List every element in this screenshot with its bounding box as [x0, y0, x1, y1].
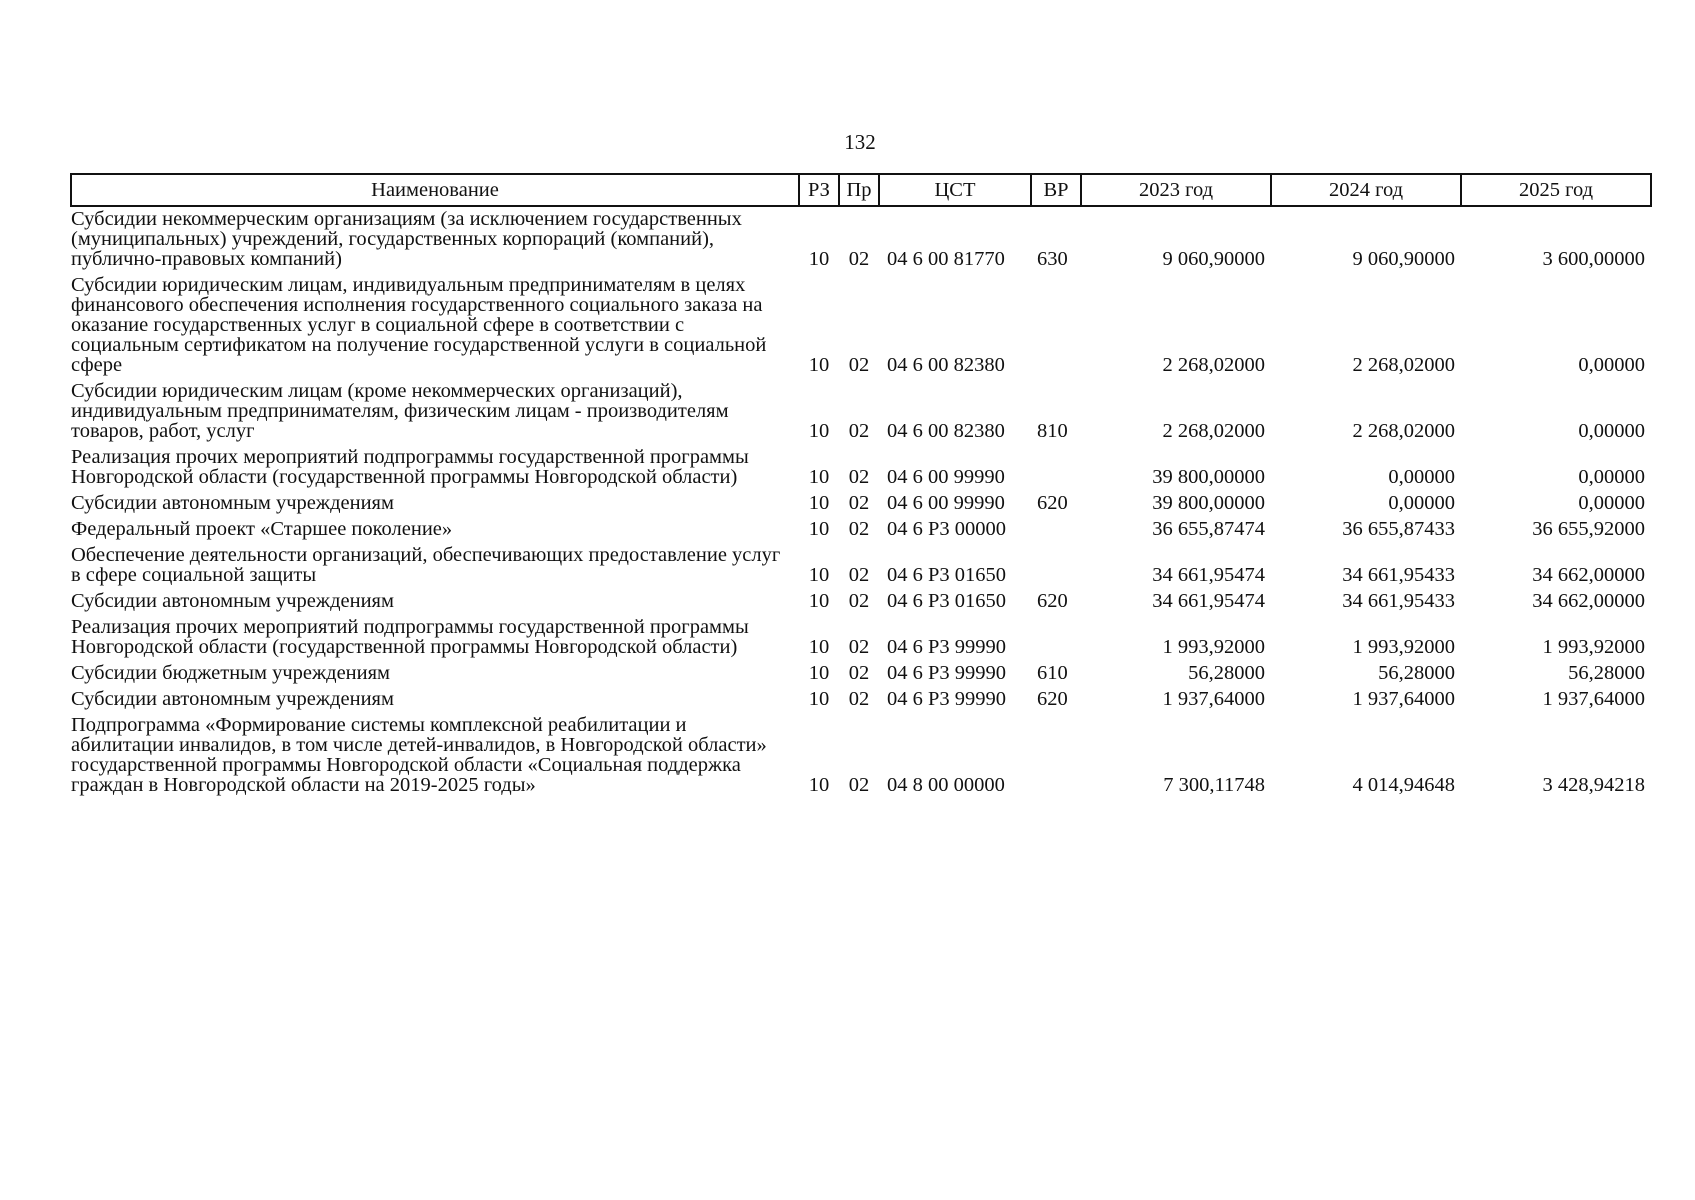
table-row: [71, 445, 1651, 491]
table-row: [71, 687, 1651, 713]
cell-pr: 02: [848, 662, 870, 684]
header-2025: 2025 год: [1461, 174, 1651, 206]
cell-pr: 02: [848, 492, 870, 514]
cell-2025: 3 600,00000: [1542, 248, 1645, 270]
cell-pr: 02: [848, 420, 870, 442]
cell-2024: 2 268,02000: [1352, 420, 1455, 442]
table-header-row: [71, 174, 1651, 206]
cell-cst: 04 6 00 81770: [887, 248, 1005, 270]
cell-vr: [1031, 273, 1081, 379]
table-row: [71, 517, 1651, 543]
cell-2025: 36 655,92000: [1532, 518, 1645, 540]
header-pr: Пр: [839, 174, 879, 206]
cell-2025: 0,00000: [1578, 420, 1645, 442]
cell-2023: 39 800,00000: [1152, 492, 1265, 514]
cell-vr: [1031, 615, 1081, 661]
cell-name: Субсидии юридическим лицам, индивидуальным предпринимателям в целях финансового обеспечения исполнения государственного социального заказа на оказание государственных услуг в социальной сфере в соответствии с социальным сертификатом на получение государственной услуги в социальной сфере: [71, 274, 767, 376]
cell-rz: 10: [808, 466, 830, 488]
table-row: [71, 713, 1651, 799]
cell-2025: 0,00000: [1578, 354, 1645, 376]
header-vr: ВР: [1031, 174, 1081, 206]
table-row: [71, 615, 1651, 661]
cell-vr: 610: [1037, 662, 1068, 684]
cell-name: Обеспечение деятельности организаций, обеспечивающих предоставление услуг в сфере социальной защиты: [71, 544, 781, 586]
cell-2025: 34 662,00000: [1532, 590, 1645, 612]
header-cst: ЦСТ: [879, 174, 1031, 206]
cell-cst: 04 6 00 82380: [887, 420, 1005, 442]
table-body: [71, 206, 1651, 799]
cell-cst: 04 8 00 00000: [887, 774, 1005, 796]
cell-cst: 04 6 00 82380: [887, 354, 1005, 376]
cell-cst: 04 6 00 99990: [887, 466, 1005, 488]
cell-name: Субсидии юридическим лицам (кроме некоммерческих организаций), индивидуальным предпринимателям, физическим лицам - производителям товаров, работ, услуг: [71, 380, 729, 442]
cell-2023: 1 937,64000: [1162, 688, 1265, 710]
cell-2025: 3 428,94218: [1542, 774, 1645, 796]
cell-cst: 04 6 Р3 99990: [887, 636, 1007, 658]
cell-vr: 630: [1037, 248, 1068, 270]
cell-name: Подпрограмма «Формирование системы комплексной реабилитации и абилитации инвалидов, в том числе детей-инвалидов, в Новгородской области» государственной программы Новгородской области «Социальная поддержка граждан в Новгородской области на 2019-2025 годы»: [71, 714, 767, 796]
cell-2025: 0,00000: [1578, 492, 1645, 514]
cell-pr: 02: [848, 518, 870, 540]
cell-2025: 1 993,92000: [1542, 636, 1645, 658]
cell-cst: 04 6 Р3 99990: [887, 662, 1007, 684]
cell-2025: 56,28000: [1568, 662, 1645, 684]
cell-pr: 02: [848, 590, 870, 612]
cell-2023: 2 268,02000: [1162, 420, 1265, 442]
cell-2024: 1 937,64000: [1352, 688, 1455, 710]
cell-pr: 02: [848, 564, 870, 586]
cell-2023: 34 661,95474: [1152, 564, 1265, 586]
cell-name: Реализация прочих мероприятий подпрограммы государственной программы Новгородской области (государственной программы Новгородской области): [71, 446, 749, 488]
cell-cst: 04 6 Р3 01650: [887, 564, 1007, 586]
header-2023: 2023 год: [1081, 174, 1271, 206]
cell-cst: 04 6 Р3 99990: [887, 688, 1007, 710]
cell-rz: 10: [808, 354, 830, 376]
table-row: [71, 661, 1651, 687]
cell-vr: 620: [1037, 688, 1068, 710]
cell-pr: 02: [848, 774, 870, 796]
table-row: [71, 491, 1651, 517]
cell-name: Субсидии автономным учреждениям: [71, 590, 394, 612]
cell-rz: 10: [808, 662, 830, 684]
cell-2025: 1 937,64000: [1542, 688, 1645, 710]
cell-cst: 04 6 Р3 01650: [887, 590, 1007, 612]
cell-vr: [1031, 713, 1081, 799]
cell-2023: 56,28000: [1188, 662, 1265, 684]
page-number: 132: [844, 130, 876, 154]
cell-2025: 34 662,00000: [1532, 564, 1645, 586]
header-rz: РЗ: [799, 174, 839, 206]
cell-2024: 34 661,95433: [1342, 590, 1455, 612]
cell-2024: 9 060,90000: [1352, 248, 1455, 270]
cell-rz: 10: [808, 688, 830, 710]
cell-rz: 10: [808, 564, 830, 586]
cell-pr: 02: [848, 466, 870, 488]
cell-vr: [1031, 517, 1081, 543]
table-row: [71, 589, 1651, 615]
cell-2024: 34 661,95433: [1342, 564, 1455, 586]
cell-vr: 620: [1037, 492, 1068, 514]
cell-2024: 4 014,94648: [1352, 774, 1455, 796]
cell-cst: 04 6 00 99990: [887, 492, 1005, 514]
cell-vr: 810: [1037, 420, 1068, 442]
table-row: [71, 206, 1651, 273]
cell-cst: 04 6 Р3 00000: [887, 518, 1007, 540]
cell-2023: 36 655,87474: [1152, 518, 1265, 540]
cell-pr: 02: [848, 354, 870, 376]
cell-name: Субсидии автономным учреждениям: [71, 688, 394, 710]
cell-2024: 56,28000: [1378, 662, 1455, 684]
cell-rz: 10: [808, 774, 830, 796]
cell-name: Реализация прочих мероприятий подпрограммы государственной программы Новгородской области (государственной программы Новгородской области): [71, 616, 749, 658]
cell-vr: [1031, 445, 1081, 491]
cell-rz: 10: [808, 492, 830, 514]
cell-pr: 02: [848, 636, 870, 658]
cell-pr: 02: [848, 688, 870, 710]
cell-2024: 1 993,92000: [1352, 636, 1455, 658]
cell-pr: 02: [848, 248, 870, 270]
header-2024: 2024 год: [1271, 174, 1461, 206]
cell-2023: 2 268,02000: [1162, 354, 1265, 376]
budget-table: [70, 173, 1652, 799]
cell-2023: 1 993,92000: [1162, 636, 1265, 658]
cell-rz: 10: [808, 248, 830, 270]
table-row: [71, 379, 1651, 445]
cell-name: Субсидии автономным учреждениям: [71, 492, 394, 514]
cell-name: Федеральный проект «Старшее поколение»: [71, 518, 453, 540]
cell-rz: 10: [808, 518, 830, 540]
cell-2024: 2 268,02000: [1352, 354, 1455, 376]
cell-name: Субсидии бюджетным учреждениям: [71, 662, 391, 684]
cell-2024: 0,00000: [1388, 492, 1455, 514]
cell-2023: 34 661,95474: [1152, 590, 1265, 612]
cell-name: Субсидии некоммерческим организациям (за исключением государственных (муниципальных) учреждений, государственных корпораций (компаний), публично-правовых компаний): [71, 208, 742, 270]
cell-vr: 620: [1037, 590, 1068, 612]
cell-rz: 10: [808, 636, 830, 658]
cell-2024: 0,00000: [1388, 466, 1455, 488]
cell-vr: [1031, 543, 1081, 589]
cell-2024: 36 655,87433: [1342, 518, 1455, 540]
header-name: Наименование: [71, 174, 799, 206]
cell-2023: 7 300,11748: [1163, 774, 1265, 796]
cell-2023: 9 060,90000: [1162, 248, 1265, 270]
table-row: [71, 273, 1651, 379]
table-row: [71, 543, 1651, 589]
cell-rz: 10: [808, 420, 830, 442]
cell-2025: 0,00000: [1578, 466, 1645, 488]
cell-2023: 39 800,00000: [1152, 466, 1265, 488]
cell-rz: 10: [808, 590, 830, 612]
